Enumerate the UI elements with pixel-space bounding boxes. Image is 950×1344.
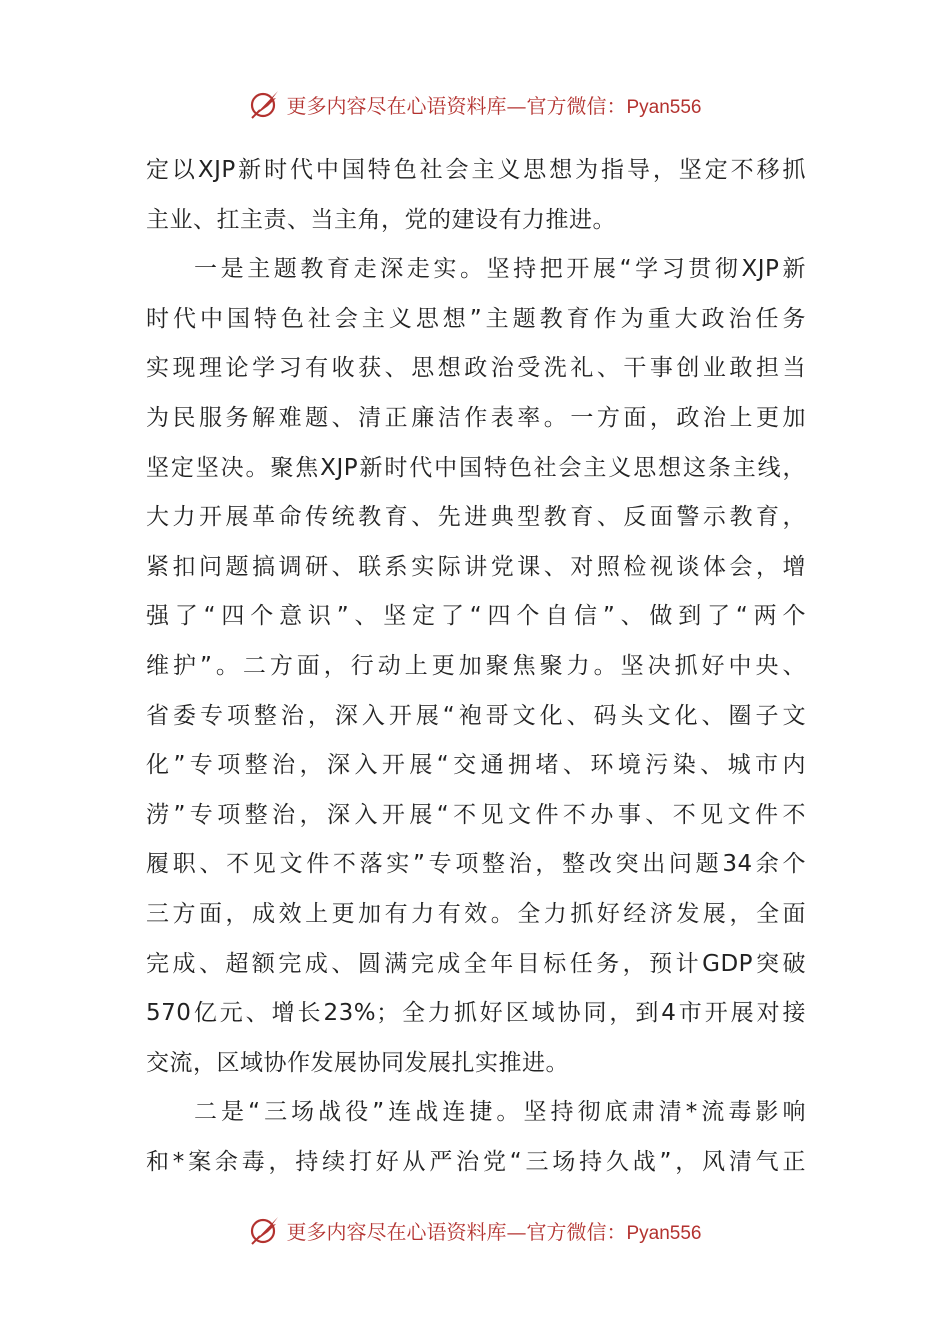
document-body xyxy=(146,146,806,1187)
paragraph-line: 坚定坚决。聚焦XJP新时代中国特色社会主义思想这条主线， xyxy=(146,454,806,481)
footer-watermark xyxy=(0,1210,950,1250)
watermark-wechat-id: Pyan556 xyxy=(626,1222,702,1244)
paragraph-line: 三方面，成效上更加有力有效。全力抓好经济发展，全面 xyxy=(146,900,806,927)
paragraph-line: 实现理论学习有收获、思想政治受洗礼、干事创业敢担当 xyxy=(146,355,806,382)
paragraph-line: 化”专项整治，深入开展“交通拥堵、环境污染、城市内 xyxy=(146,752,806,779)
watermark-text: 更多内容尽在心语资料库—官方微信：Pyan556 xyxy=(286,93,702,118)
paragraph-line: 省委专项整治，深入开展“袍哥文化、码头文化、圈子文 xyxy=(146,702,806,729)
paragraph-line: 570亿元、增长23%；全力抓好区域协同，到4市开展对接 xyxy=(146,1000,806,1027)
watermark-wechat-id: Pyan556 xyxy=(626,96,702,118)
paragraph-line: 履职、不见文件不落实”专项整治，整改突出问题34余个 xyxy=(146,851,806,878)
paragraph-line: 大力开展革命传统教育、先进典型教育、反面警示教育， xyxy=(146,504,806,531)
paragraph-line: 交流，区域协作发展协同发展扎实推进。 xyxy=(146,1049,569,1076)
paragraph-line: 定以XJP新时代中国特色社会主义思想为指导，坚定不移抓 xyxy=(146,157,806,183)
paragraph-line: 一是主题教育走深走实。坚持把开展“学习贯彻XJP新 xyxy=(194,256,806,283)
watermark-text: 更多内容尽在心语资料库—官方微信：Pyan556 xyxy=(286,1219,702,1244)
quill-logo-icon xyxy=(248,87,282,121)
paragraph-line: 为民服务解难题、清正廉洁作表率。一方面，政治上更加 xyxy=(146,404,806,431)
paragraph-line: 涝”专项整治，深入开展“不见文件不办事、不见文件不 xyxy=(146,801,806,828)
paragraph-line: 完成、超额完成、圆满完成全年目标任务，预计GDP突破 xyxy=(146,950,806,977)
header-watermark xyxy=(0,84,950,124)
paragraph-line: 维护”。二方面，行动上更加聚焦聚力。坚决抓好中央、 xyxy=(146,652,806,679)
paragraph-line: 强了“四个意识”、坚定了“四个自信”、做到了“两个 xyxy=(146,603,806,630)
paragraph-line: 主业、扛主责、当主角，党的建设有力推进。 xyxy=(146,206,616,233)
paragraph-line: 和*案余毒，持续打好从严治党“三场持久战”，风清气正 xyxy=(146,1148,806,1175)
paragraph-line: 时代中国特色社会主义思想”主题教育作为重大政治任务 xyxy=(146,305,806,332)
paragraph-line: 二是“三场战役”连战连捷。坚持彻底肃清*流毒影响 xyxy=(194,1099,806,1126)
paragraph-line: 紧扣问题搞调研、联系实际讲党课、对照检视谈体会，增 xyxy=(146,553,806,580)
quill-logo-icon xyxy=(248,1213,282,1247)
